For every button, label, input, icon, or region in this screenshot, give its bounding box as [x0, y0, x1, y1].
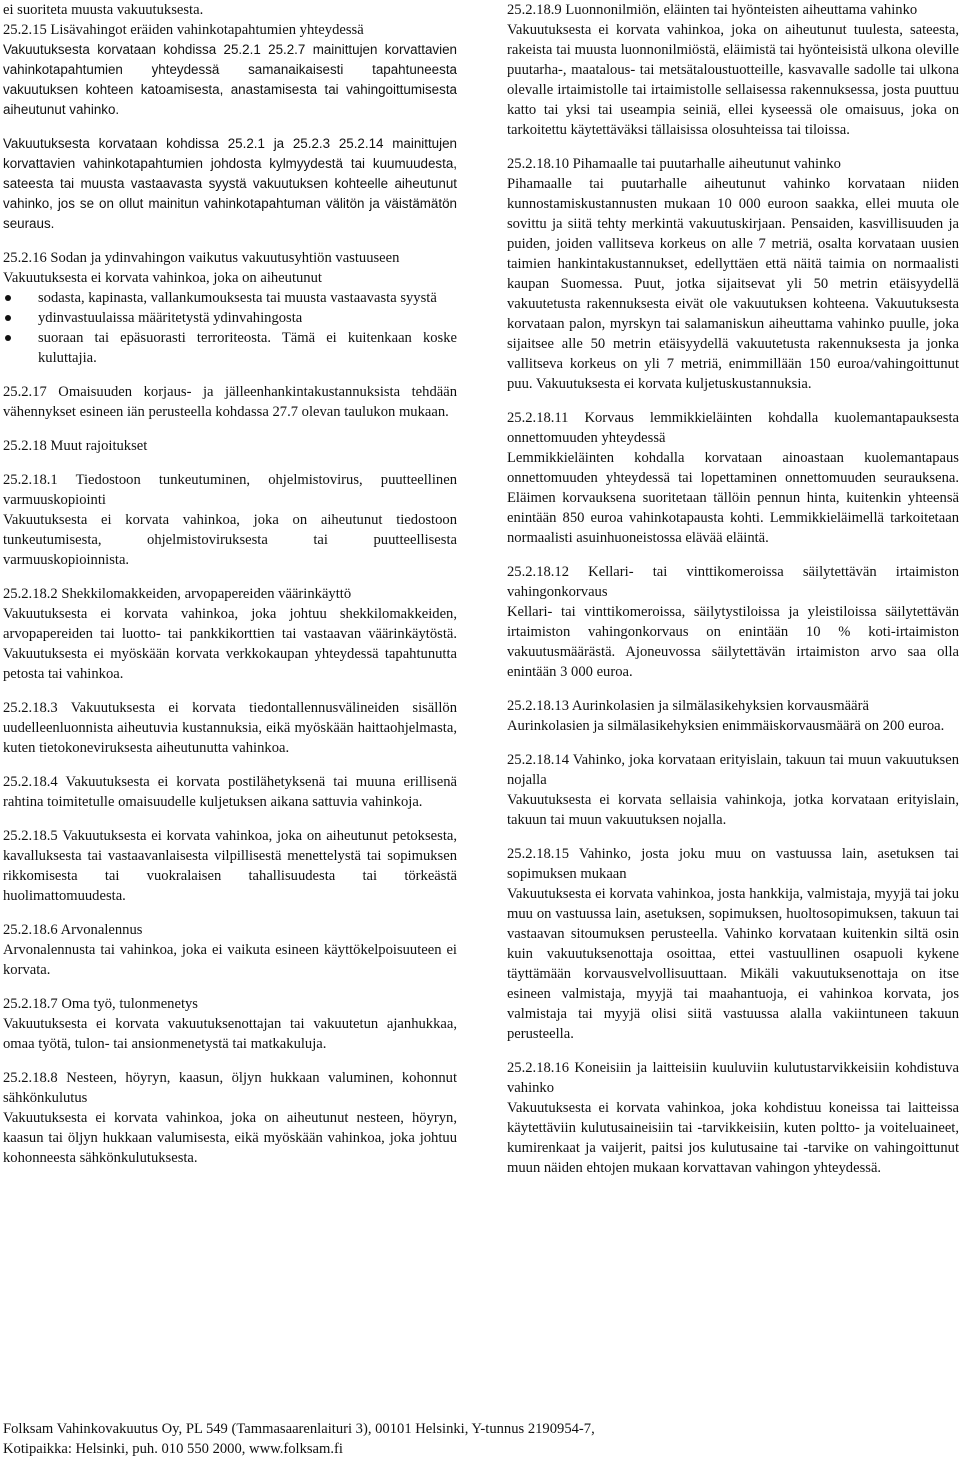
section-25-2-18-6	[3, 920, 457, 980]
section-25-2-18-1	[3, 470, 457, 570]
section-25-2-18-10	[507, 154, 959, 394]
section-25-2-18-12	[507, 562, 959, 682]
section-25-2-18-4	[3, 772, 457, 812]
section-text: Vakuutuksesta ei korvata vahinkoa, joka johtuu shekkilomakkeiden, arvopapereiden tai luotto- tai pankkikorttien tai vastaavan väärinkäytöstä. Vakuutuksesta ei myöskään korvata verkkokaupan yhteydessä tapahtunutta petosta tai vahinkoa.	[3, 606, 457, 682]
section-text: Arvonalennusta tai vahinkoa, joka ei vaikuta esineen käyttökelpoisuuteen ei korvata.	[3, 942, 457, 978]
section-text: Pihamaalle tai puutarhalle aiheutunut vahinko korvataan niiden kunnostamiskustannusten mukaan 10 000 euroon saakka, ellei muuta ole sovittu ja siitä tehty merkintä vakuutuskirjaan. Pensaiden, kasvillisuuden ja puiden, joiden vallitseva korkeus on alle 7 metriä, osalta korvataan uusien taimien hankintakustannukset, edellyttäen että näitä taimia on normaalisti kaupan Suomessa. Puut, jotka sijaitsevat yli 50 metrin etäisyydellä vakuutetusta rakennuksesta eivät ole vakuutuksen kohteena. Vakuutuksesta korvataan palon, myrskyn tai salamaniskun aiheuttama vahinko puulle, joka sijaitsee alle 50 metrin etäisyydellä vakuutetusta rakennuksesta ja jonka vallitseva korkeus on yli 7 metriä, enimmillään 150 euroa/vahingoittunut puu. Vakuutuksesta ei korvata kuljetuskustannuksia.	[507, 176, 959, 392]
section-25-2-18-9	[507, 0, 959, 140]
section-25-2-18-2	[3, 584, 457, 684]
footer-line: Folksam Vahinkovakuutus Oy, PL 549 (Tammasaarenlaituri 3), 00101 Helsinki, Y-tunnus 2190954-7,	[3, 1421, 595, 1437]
section-heading: 25.2.18.10 Pihamaalle tai puutarhalle aiheutunut vahinko	[507, 156, 841, 172]
section-text: Vakuutuksesta ei korvata vahinkoa, joka kohdistuu koneissa tai laitteissa käytettäviin kulutusaineisiin tai -tarvikkeisiin, kuten poltto- ja voiteluaineet, kumirenkaat ja vaijerit, paitsi jos kulutusaine tai -tarvike on vahingoittunut muun näiden ehtojen mukaan korvattavan vahingon yhteydessä.	[507, 1100, 959, 1176]
section-heading: 25.2.18.11 Korvaus lemmikkieläinten kohdalla kuolemantapauksesta onnettomuuden yhteydessä	[507, 410, 959, 446]
list-item: ydinvastuulaissa määritetystä ydinvahingosta	[3, 308, 457, 328]
section-text: Vakuutuksesta ei korvata vahinkoa, joka on aiheutunut	[3, 270, 322, 286]
right-column	[507, 0, 959, 1192]
section-25-2-18-3	[3, 698, 457, 758]
section-heading: 25.2.18.15 Vahinko, josta joku muu on vastuussa lain, asetuksen tai sopimuksen mukaan	[507, 846, 959, 882]
section-heading: 25.2.16 Sodan ja ydinvahingon vaikutus vakuutusyhtiön vastuuseen	[3, 250, 400, 266]
section-25-2-18-14	[507, 750, 959, 830]
section-text: Vakuutuksesta korvataan kohdissa 25.2.1 25.2.7 mainittujen korvattavien vahinkotapahtumien yhteydessä samanaikaisesti tapahtuneesta vakuutuksen kohteen katoamisesta, anastamisesta tai vahingoittumisesta aiheutunut vahinko.	[3, 42, 457, 117]
section-heading: 25.2.18.13 Aurinkolasien ja silmälasikehyksien korvausmäärä	[507, 698, 869, 714]
bullet-list	[3, 288, 457, 368]
section-25-2-18-5	[3, 826, 457, 906]
section-25-2-15	[3, 20, 457, 120]
section-25-2-18-15	[507, 844, 959, 1044]
section-heading: 25.2.18.16 Koneisiin ja laitteisiin kuuluviin kulutustarvikkeisiin kohdistuva vahinko	[507, 1060, 959, 1096]
footer-line: Kotipaikka: Helsinki, puh. 010 550 2000, www.folksam.fi	[3, 1441, 343, 1457]
section-heading: 25.2.18.2 Shekkilomakkeiden, arvopapereiden väärinkäyttö	[3, 586, 352, 602]
section-heading: 25.2.18.1 Tiedostoon tunkeutuminen, ohjelmistovirus, puutteellinen varmuuskopiointi	[3, 472, 457, 508]
section-heading: 25.2.18.9 Luonnonilmiön, eläinten tai hyönteisten aiheuttama vahinko	[507, 2, 918, 18]
section-text: 25.2.17 Omaisuuden korjaus- ja jälleenhankintakustannuksista tehdään vähennykset esineen iän perusteella kohdassa 27.7 olevan taulukon mukaan.	[3, 384, 457, 420]
section-text: Vakuutuksesta ei korvata vahinkoa, josta hankkija, valmistaja, myyjä tai joku muu on vastuussa lain, asetuksen, sopimuksen, huoltosopimuksen, takuun tai vastaavan sitoumuksen perusteella. Vahinko korvataan kuitenkin siltä osin kuin vakuutuksenottaja osoittaa, ettei vastuullinen osapuoli kykene täyttämään korvausvelvollisuuttaan. Mikäli vakuutuksenottaja on itse esineen valmistaja, myyjä tai maahantuoja, ei vahinkoa korvata, jos valmistaja tai myyjä olisi siitä vastuussa alalla vakiintuneen takuun perusteella.	[507, 886, 959, 1042]
section-25-2-16	[3, 248, 457, 368]
section-heading: 25.2.18.12 Kellari- tai vinttikomeroissa säilytettävän irtaimiston vahingonkorvaus	[507, 564, 959, 600]
section-heading: 25.2.15 Lisävahingot eräiden vahinkotapahtumien yhteydessä	[3, 22, 364, 38]
section-text: 25.2.18.4 Vakuutuksesta ei korvata postilähetyksenä tai muuna erillisenä rahtina toimitetulle omaisuudelle kuljetuksen aikana sattuvia vahinkoja.	[3, 774, 457, 810]
section-heading: 25.2.18.8 Nesteen, höyryn, kaasun, öljyn hukkaan valuminen, kohonnut sähkönkulutus	[3, 1070, 457, 1106]
section-text: 25.2.18.5 Vakuutuksesta ei korvata vahinkoa, joka on aiheutunut petoksesta, kavalluksesta tai vastaavanlaisesta vilpillisestä menettelystä tai sopimuksen rikkomisesta tai vuokralaisen tahallisuudesta tai törkeästä huolimattomuudesta.	[3, 828, 457, 904]
section-25-2-18-8	[3, 1068, 457, 1168]
intro-line: ei suoriteta muusta vakuutuksesta.	[3, 2, 204, 18]
section-text: 25.2.18.3 Vakuutuksesta ei korvata tiedontallennusvälineiden sisällön uudelleenluonnista aiheutuvia kustannuksia, eikä myöskään haittaohjelmasta, kuten tietokoneviruksesta aiheutunutta vahinkoa.	[3, 700, 457, 756]
section-text: Vakuutuksesta ei korvata vakuutuksenottajan tai vakuutetun ajanhukkaa, omaa työtä, tulon- tai ansionmenetystä tai matkakuluja.	[3, 1016, 457, 1052]
section-text: Vakuutuksesta ei korvata vahinkoa, joka on aiheutunut tiedostoon tunkeutumisesta, ohjelmistoviruksesta tai puutteellisesta varmuuskopioinnista.	[3, 512, 457, 568]
section-text: Vakuutuksesta ei korvata vahinkoa, joka on aiheutunut nesteen, höyryn, kaasun tai öljyn hukkaan valumisesta, eikä myöskään vahinkoa, joka johtuu kohonneesta sähkönkulutuksesta.	[3, 1110, 457, 1166]
section-text: Vakuutuksesta ei korvata vahinkoa, joka on aiheutunut tuulesta, sateesta, rakeista tai muusta luonnonilmiöstä, eläimistä tai hyönteisistä ulkona oleville puutarha-, maatalous- tai metsätaloustuotteille, kasvavalle sadolle tai ulkona olevalle irtaimistolle tai irtaimistolle sellaisessa rakennuksessa, josta puuttuu katto tai yksi tai useampia seiniä, ellei kyseessä ole omaisuus, joka on tarkoitettu käytettäväksi tällaisissa olosuhteissa tai tiloissa.	[507, 22, 959, 138]
section-heading: 25.2.18.7 Oma työ, tulonmenetys	[3, 996, 198, 1012]
section-text: Vakuutuksesta ei korvata sellaisia vahinkoja, jotka korvataan erityislain, takuun tai muun vakuutuksen nojalla.	[507, 792, 959, 828]
section-text: Vakuutuksesta korvataan kohdissa 25.2.1 ja 25.2.3 25.2.14 mainittujen korvattavien vahinkotapahtumien johdosta kylmyydestä tai kuumuudesta, sateesta tai muusta vastaavasta syystä vakuutuksen kohteelle aiheutunut vahinko, jos se on ollut mainitun vahinkotapahtuman välitön ja väistämätön seuraus.	[3, 136, 457, 231]
section-25-2-17	[3, 382, 457, 422]
section-text: Aurinkolasien ja silmälasikehyksien enimmäiskorvausmäärä on 200 euroa.	[507, 718, 945, 734]
section-25-2-18-7	[3, 994, 457, 1054]
section-text: Kellari- tai vinttikomeroissa, säilytystiloissa ja yleistiloissa säilytettävän irtaimiston vahingonkorvaus on enintään 10 % koti-irtaimiston vakuutusmäärästä. Ajoneuvossa säilytettävän irtaimiston arvo saa olla enintään 3 000 euroa.	[507, 604, 959, 680]
page-footer	[3, 1419, 903, 1459]
left-column	[3, 0, 457, 1182]
section-25-2-18-16	[507, 1058, 959, 1178]
list-item: sodasta, kapinasta, vallankumouksesta tai muusta vastaavasta syystä	[3, 288, 457, 308]
list-item: suoraan tai epäsuorasti terroriteosta. Tämä ei kuitenkaan koske kuluttajia.	[3, 328, 457, 368]
section-25-2-18-13	[507, 696, 959, 736]
section-25-2-15-text2	[3, 134, 457, 234]
section-text: Lemmikkieläinten kohdalla korvataan ainoastaan kuolemantapaus onnettomuuden yhteydessä tai lopettaminen onnettomuuden seurauksena. Eläimen korvauksena suoritetaan tällöin pennun hinta, kuitenkin yhteensä enintään 850 euroa vahinkotapausta kohti. Lemmikkieläimellä tarkoitetaan normaalisti asuinhuoneistossa elävää eläintä.	[507, 450, 959, 546]
section-25-2-18-11	[507, 408, 959, 548]
section-25-2-18	[3, 436, 457, 456]
section-heading: 25.2.18 Muut rajoitukset	[3, 438, 148, 454]
section-heading: 25.2.18.6 Arvonalennus	[3, 922, 143, 938]
section-heading: 25.2.18.14 Vahinko, joka korvataan erityislain, takuun tai muun vakuutuksen nojalla	[507, 752, 959, 788]
